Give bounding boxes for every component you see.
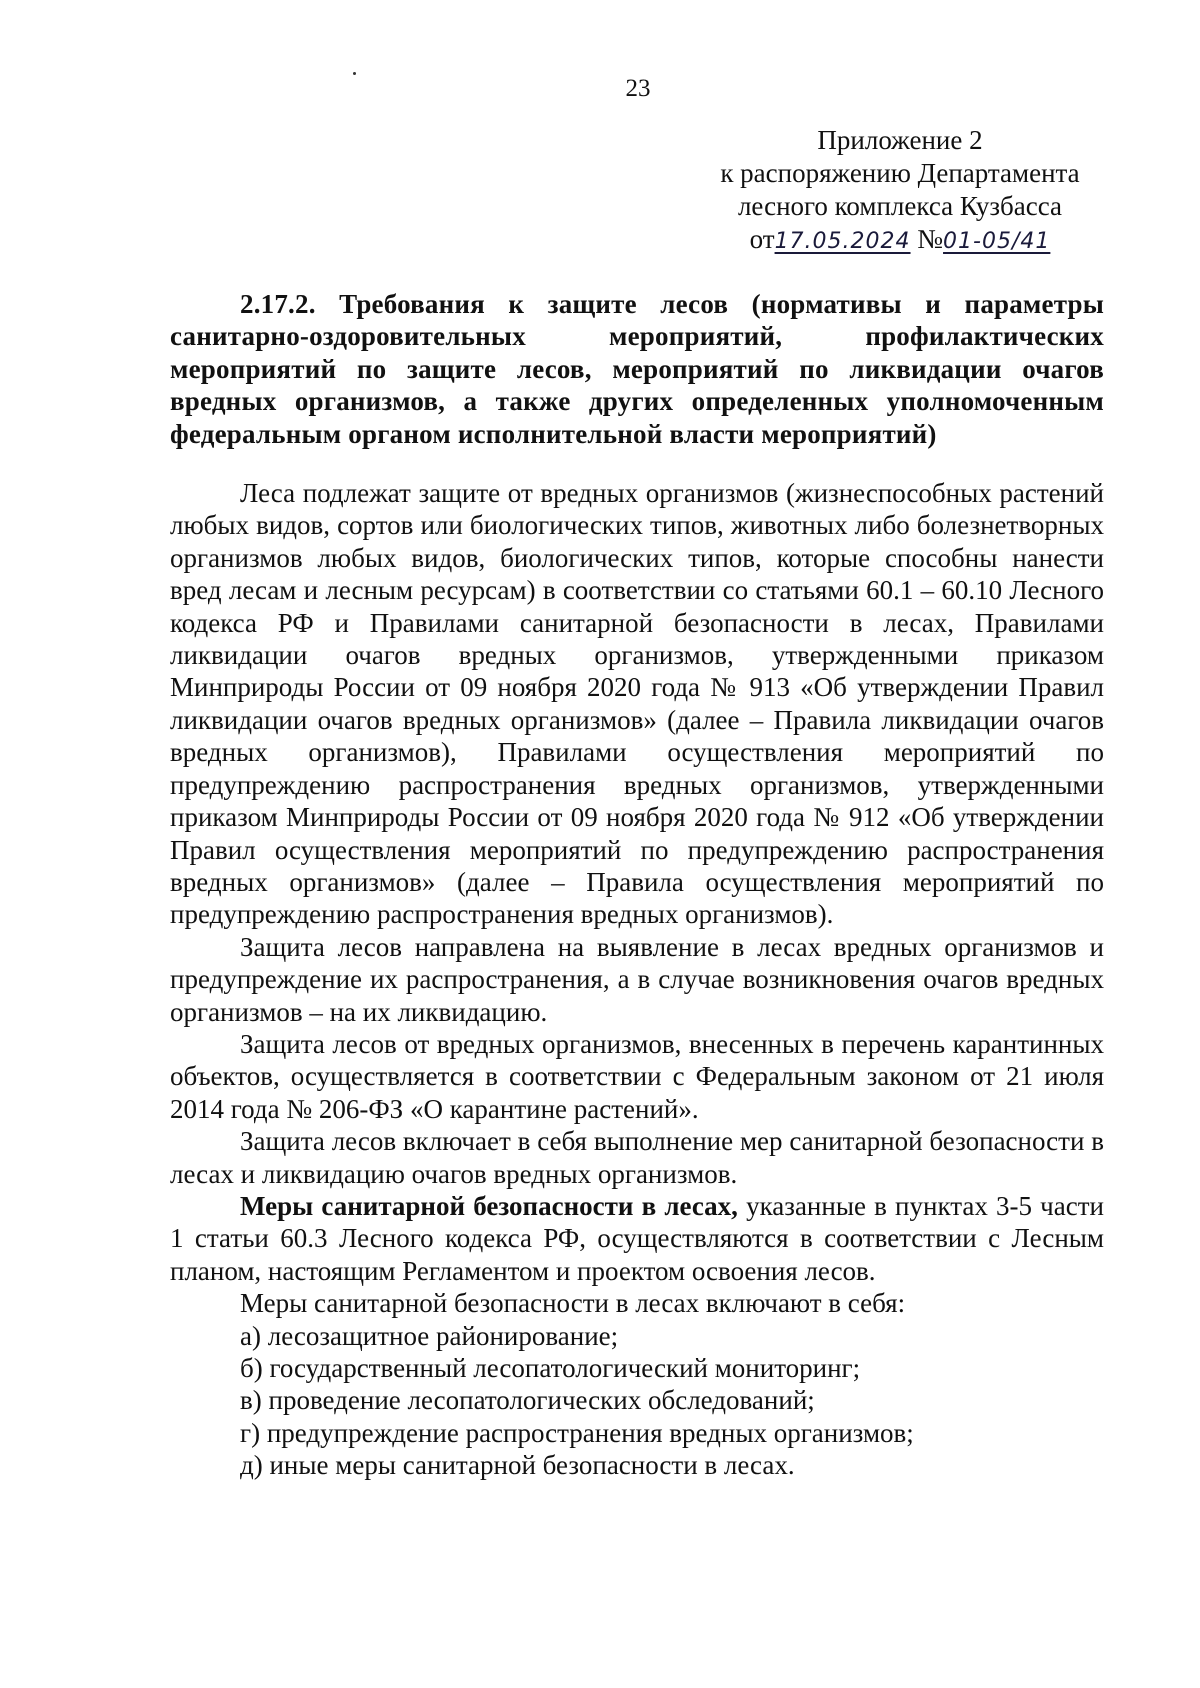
annex-order-ref: к распоряжению Департамента [720, 158, 1080, 188]
handwritten-date: 17.05.2024 [774, 229, 911, 254]
list-item: а) лесозащитное районирование; [240, 1320, 619, 1351]
annex-header [680, 124, 1120, 258]
sanitary-measures-bold: Меры санитарной безопасности в лесах, [240, 1190, 738, 1221]
date-prefix: от [749, 224, 775, 254]
paragraph-measures-list-intro: Меры санитарной безопасности в лесах включают в себя: [240, 1288, 906, 1319]
list-item: в) проведение лесопатологических обследований; [240, 1385, 815, 1416]
document-body [170, 288, 1104, 1482]
handwritten-number: 01-05/41 [943, 229, 1051, 254]
sanitary-measures-rest: указанные в пунктах 3-5 части 1 статьи 60.3 Лесного кодекса РФ, осуществляются в соответствии с Лесным планом, настоящим Регламентом и проектом освоения лесов. [170, 1190, 1104, 1286]
paragraph-forest-protection-basis: Леса подлежат защите от вредных организмов (жизнеспособных растений любых видов, сортов или биологических типов, животных либо болезнетворных организмов любых видов, биологических типов, которые способны нанести вред лесам и лесным ресурсам) в соответствии со статьями 60.1 – 60.10 Лесного кодекса РФ и Правилами санитарной безопасности в лесах, Правилами ликвидации очагов вредных организмов, утвержденными приказом Минприроды России от 09 ноября 2020 года № 913 «Об утверждении Правил ликвидации очагов вредных организмов» (далее – Правила ликвидации очагов вредных организмов), Правилами осуществления мероприятий по предупреждению распространения вредных организмов, утвержденными приказом Минприроды России от 09 ноября 2020 года № 912 «Об утверждении Правил осуществления мероприятий по предупреждению распространения вредных организмов» (далее – Правила осуществления мероприятий по предупреждению распространения вредных организмов). [170, 478, 1104, 930]
annex-department: лесного комплекса Кузбасса [737, 191, 1063, 221]
list-item: б) государственный лесопатологический мониторинг; [240, 1353, 861, 1383]
number-prefix: № [917, 224, 944, 254]
page-number: 23 [625, 75, 651, 102]
list-item: г) предупреждение распространения вредных организмов; [240, 1417, 914, 1448]
annex-title: Приложение 2 [817, 125, 983, 155]
paragraph-sanitary-measures [170, 1190, 1104, 1287]
section-title: 2.17.2. Требования к защите лесов (нормативы и параметры санитарно-оздоровительных мероприятий, профилактических мероприятий по защите лесов, мероприятий по ликвидации очагов вредных организмов, а также других определенных уполномоченным федеральным органом исполнительной власти мероприятий) [170, 289, 1104, 449]
list-item: д) иные меры санитарной безопасности в лесах. [240, 1450, 795, 1481]
paragraph-protection-includes: Защита лесов включает в себя выполнение мер санитарной безопасности в лесах и ликвидацию очагов вредных организмов. [170, 1126, 1104, 1189]
annex-date-number [680, 223, 1120, 258]
paragraph-quarantine: Защита лесов от вредных организмов, внесенных в перечень карантинных объектов, осуществляется в соответствии с Федеральным законом от 21 июля 2014 года № 206-ФЗ «О карантине растений». [170, 1028, 1104, 1124]
paragraph-protection-aim: Защита лесов направлена на выявление в лесах вредных организмов и предупреждение их распространения, а в случае возникновения очагов вредных организмов – на их ликвидацию. [170, 931, 1104, 1027]
